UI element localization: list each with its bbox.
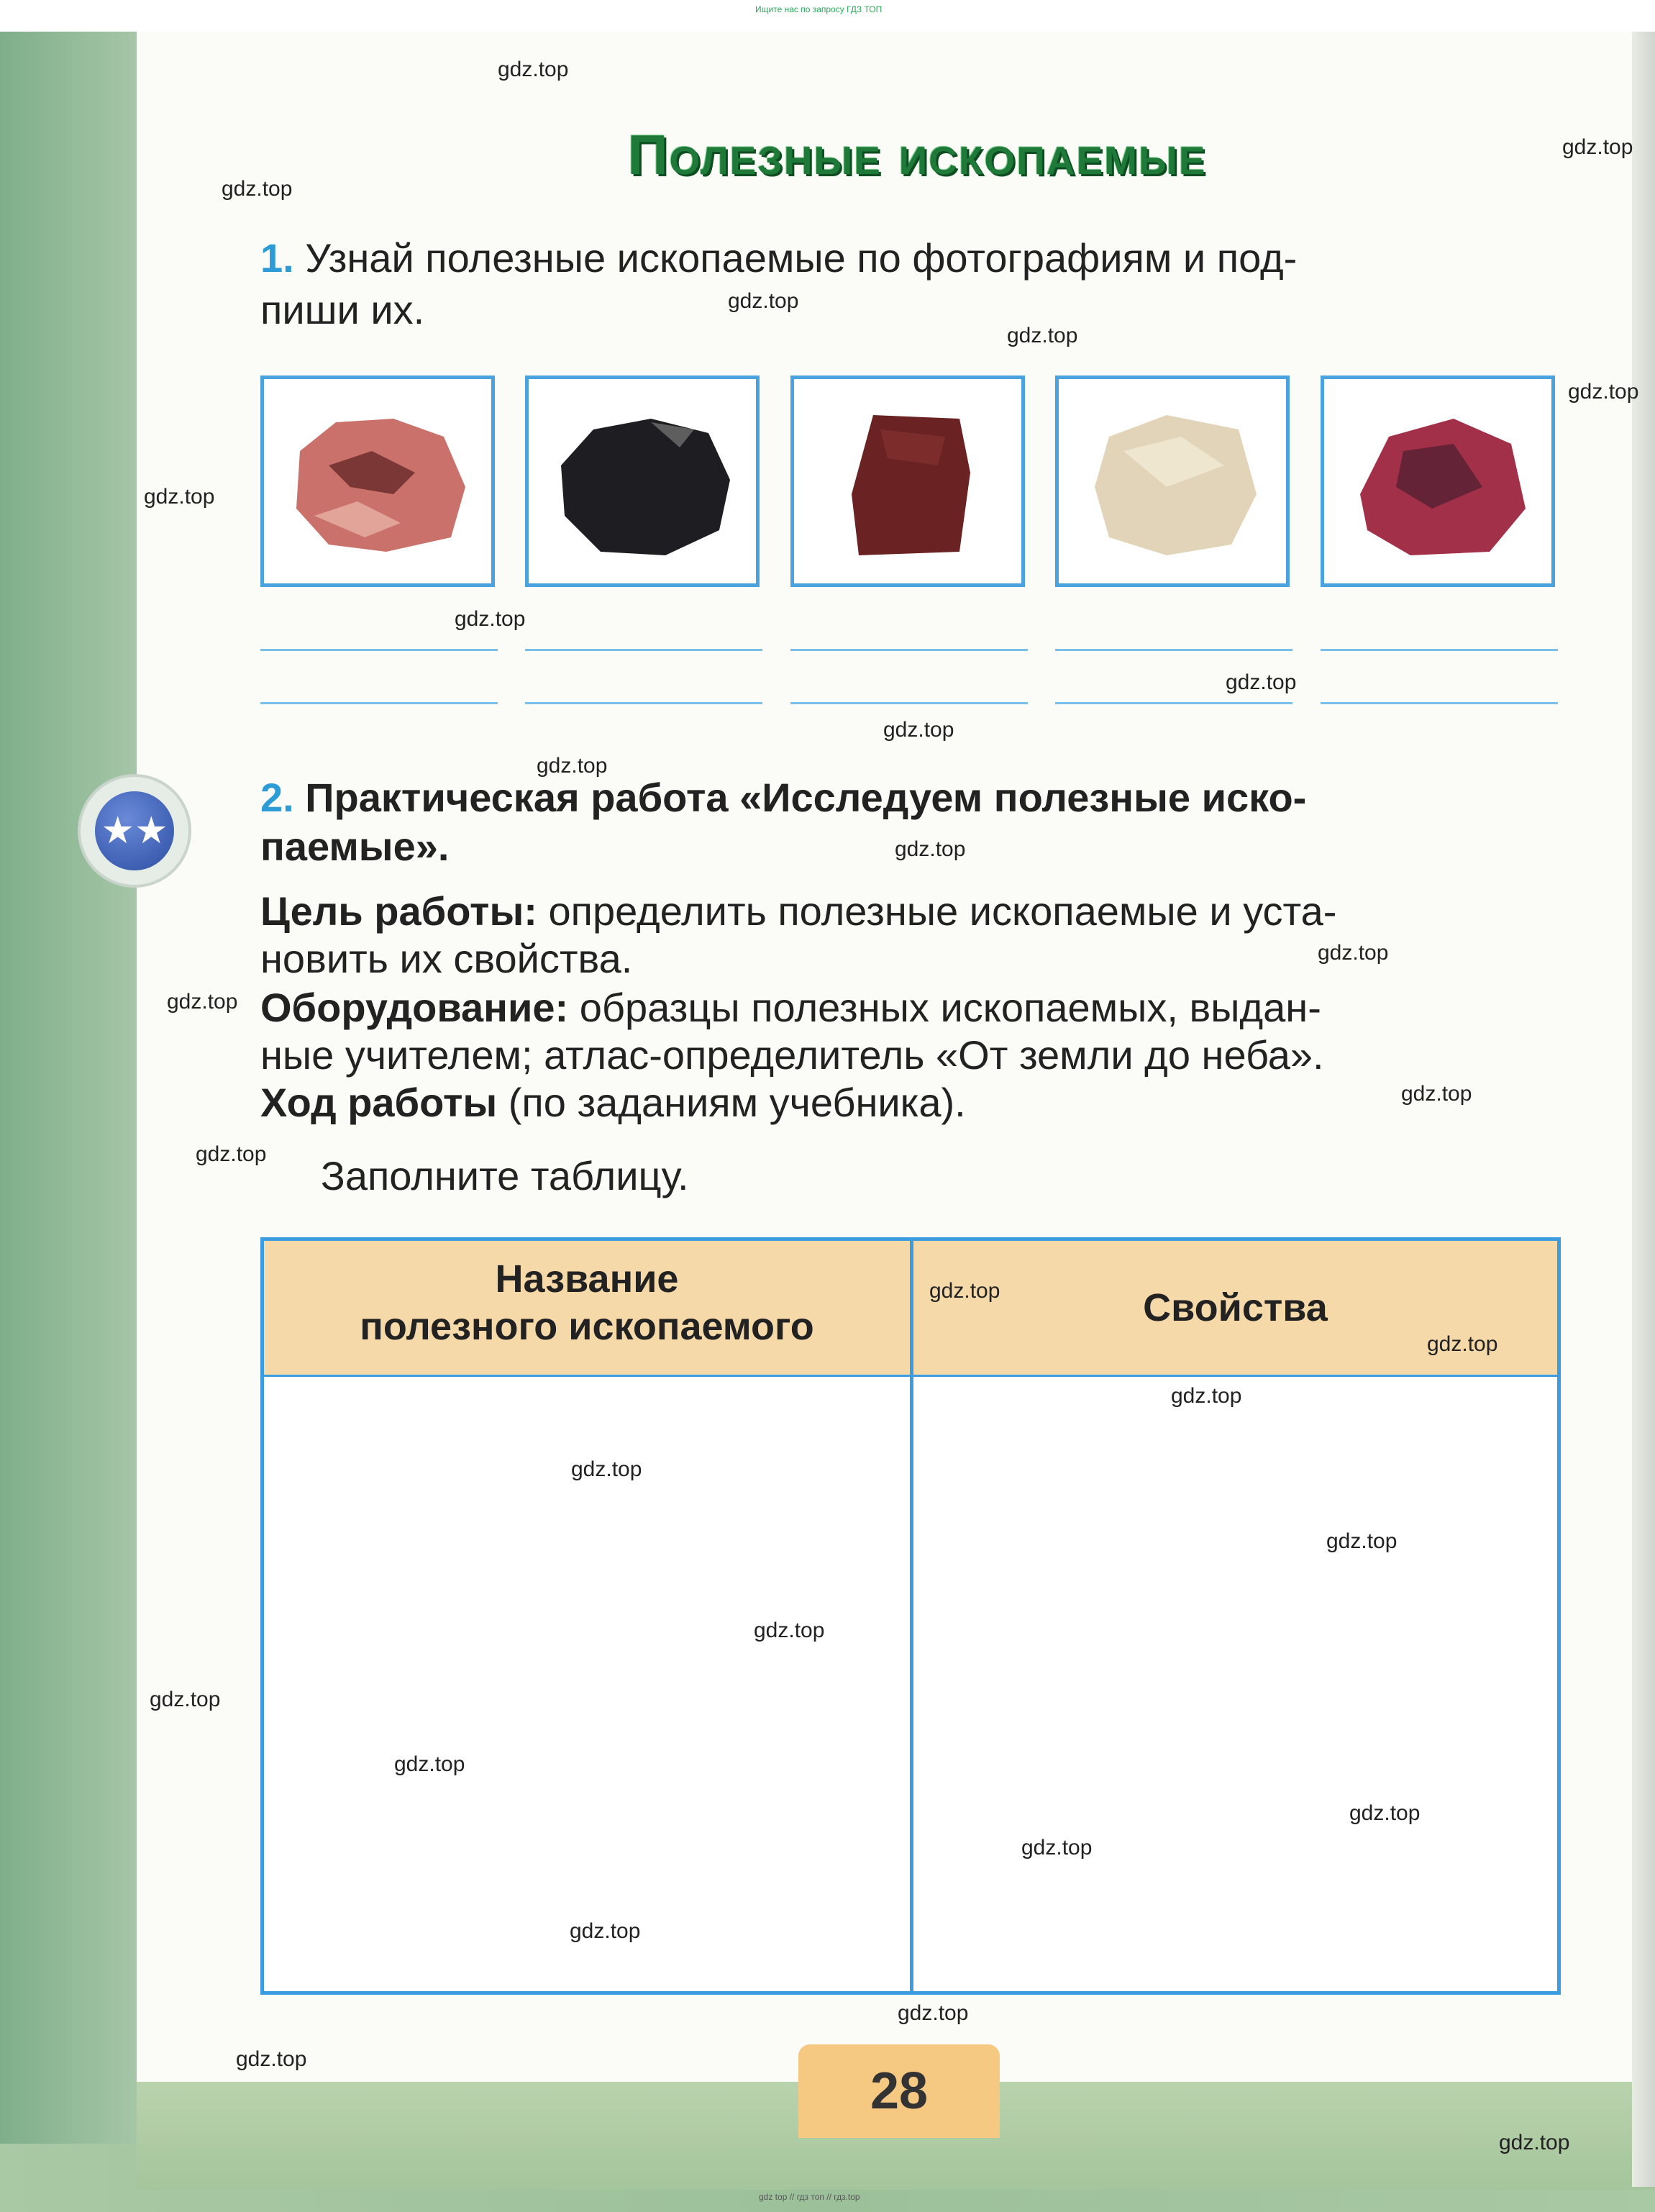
watermark: gdz.top	[1326, 1529, 1398, 1553]
page-edge	[1632, 29, 1655, 2187]
header-name-line1: Название	[495, 1257, 679, 1301]
equipment-text1: образцы полезных ископаемых, выдан-	[579, 985, 1321, 1030]
watermark: gdz.top	[236, 2047, 307, 2071]
watermark: gdz.top	[167, 990, 238, 1014]
watermark: gdz.top	[537, 754, 608, 778]
rock-image-1	[286, 408, 473, 559]
equipment-label: Оборудование:	[260, 985, 569, 1030]
watermark: gdz.top	[1427, 1332, 1498, 1356]
goal-label: Цель работы:	[260, 888, 537, 934]
answer-line[interactable]	[790, 649, 1028, 651]
page-title: Полезные ископаемые	[627, 123, 1207, 186]
page-number: 28	[798, 2044, 1000, 2138]
answer-line[interactable]	[1321, 702, 1558, 704]
table-cell-properties[interactable]	[913, 1378, 1557, 1989]
watermark: gdz.top	[394, 1752, 465, 1776]
task2-number: 2.	[260, 775, 294, 820]
stars-icon: ★★	[95, 791, 174, 870]
answer-line[interactable]	[1055, 702, 1292, 704]
watermark: gdz.top	[150, 1688, 221, 1711]
watermark: gdz.top	[1562, 135, 1633, 159]
watermark: gdz.top	[144, 485, 215, 509]
progress-label: Ход работы	[260, 1080, 498, 1125]
watermark: gdz.top	[1401, 1082, 1472, 1106]
watermark: gdz.top	[222, 177, 293, 201]
task1-text	[260, 233, 1297, 283]
watermark: gdz.top	[498, 58, 569, 81]
photo-2	[525, 376, 760, 587]
watermark: gdz.top	[570, 1919, 641, 1943]
rock-image-5	[1346, 408, 1533, 559]
fill-table-instruction: Заполните таблицу.	[321, 1153, 689, 1198]
answer-line[interactable]	[525, 649, 762, 651]
progress-row	[260, 1078, 966, 1128]
answer-line[interactable]	[790, 702, 1028, 704]
watermark: gdz.top	[1021, 1836, 1093, 1860]
task1-number: 1.	[260, 235, 294, 281]
task1-line2: пиши их.	[260, 287, 425, 332]
equipment-text2: ные учителем; атлас-определитель «От земли до неба».	[260, 1032, 1324, 1078]
watermark: gdz.top	[1349, 1801, 1421, 1825]
watermark: gdz.top	[1318, 941, 1389, 965]
goal-text1: определить полезные ископаемые и уста-	[548, 888, 1337, 934]
answer-line[interactable]	[525, 702, 762, 704]
watermark: gdz.top	[1007, 324, 1078, 347]
photo-4	[1055, 376, 1290, 587]
watermark: gdz.top	[728, 289, 799, 313]
top-note: Ищите нас по запросу ГДЗ ТОП	[755, 4, 883, 14]
watermark: gdz.top	[1568, 380, 1639, 404]
table-header-divider	[264, 1375, 1557, 1377]
watermark: gdz.top	[898, 2001, 969, 2025]
photo-1	[260, 376, 495, 587]
watermark: gdz.top	[1226, 670, 1297, 694]
watermark: gdz.top	[1171, 1384, 1242, 1408]
task2-line2: паемые».	[260, 824, 450, 869]
table-header-name	[264, 1241, 910, 1375]
properties-table	[260, 1237, 1561, 1995]
watermark: gdz.top	[754, 1619, 825, 1642]
progress-text: (по заданиям учебника).	[508, 1080, 966, 1125]
practical-work-badge	[78, 774, 191, 888]
rock-image-2	[550, 408, 737, 559]
watermark: gdz.top	[455, 607, 526, 631]
watermark: gdz.top	[895, 837, 966, 861]
goal-row	[260, 886, 1336, 937]
answer-line[interactable]	[1055, 649, 1292, 651]
task2-heading	[260, 773, 1306, 823]
answer-line[interactable]	[260, 702, 498, 704]
task1-line1: Узнай полезные ископаемые по фотографиям и под-	[305, 235, 1298, 281]
rock-image-3	[816, 408, 1003, 559]
answer-line[interactable]	[260, 649, 498, 651]
table-header-properties: Свойства	[913, 1241, 1557, 1375]
task2-line1: Практическая работа «Исследуем полезные иско-	[305, 775, 1307, 820]
equipment-row	[260, 983, 1321, 1033]
left-band	[0, 29, 137, 2144]
photo-5	[1321, 376, 1555, 587]
watermark: gdz.top	[929, 1279, 1000, 1303]
header-name-line2: полезного ископаемого	[360, 1305, 814, 1348]
watermark: gdz.top	[883, 718, 954, 742]
watermark: gdz.top	[1499, 2131, 1570, 2154]
bottom-note: gdz top // гдз топ // гдз.top	[759, 2192, 860, 2202]
rock-image-4	[1080, 408, 1267, 559]
watermark: gdz.top	[196, 1142, 267, 1166]
answer-line[interactable]	[1321, 649, 1558, 651]
photo-3	[790, 376, 1025, 587]
watermark: gdz.top	[571, 1457, 642, 1481]
goal-text2: новить их свойства.	[260, 936, 633, 981]
